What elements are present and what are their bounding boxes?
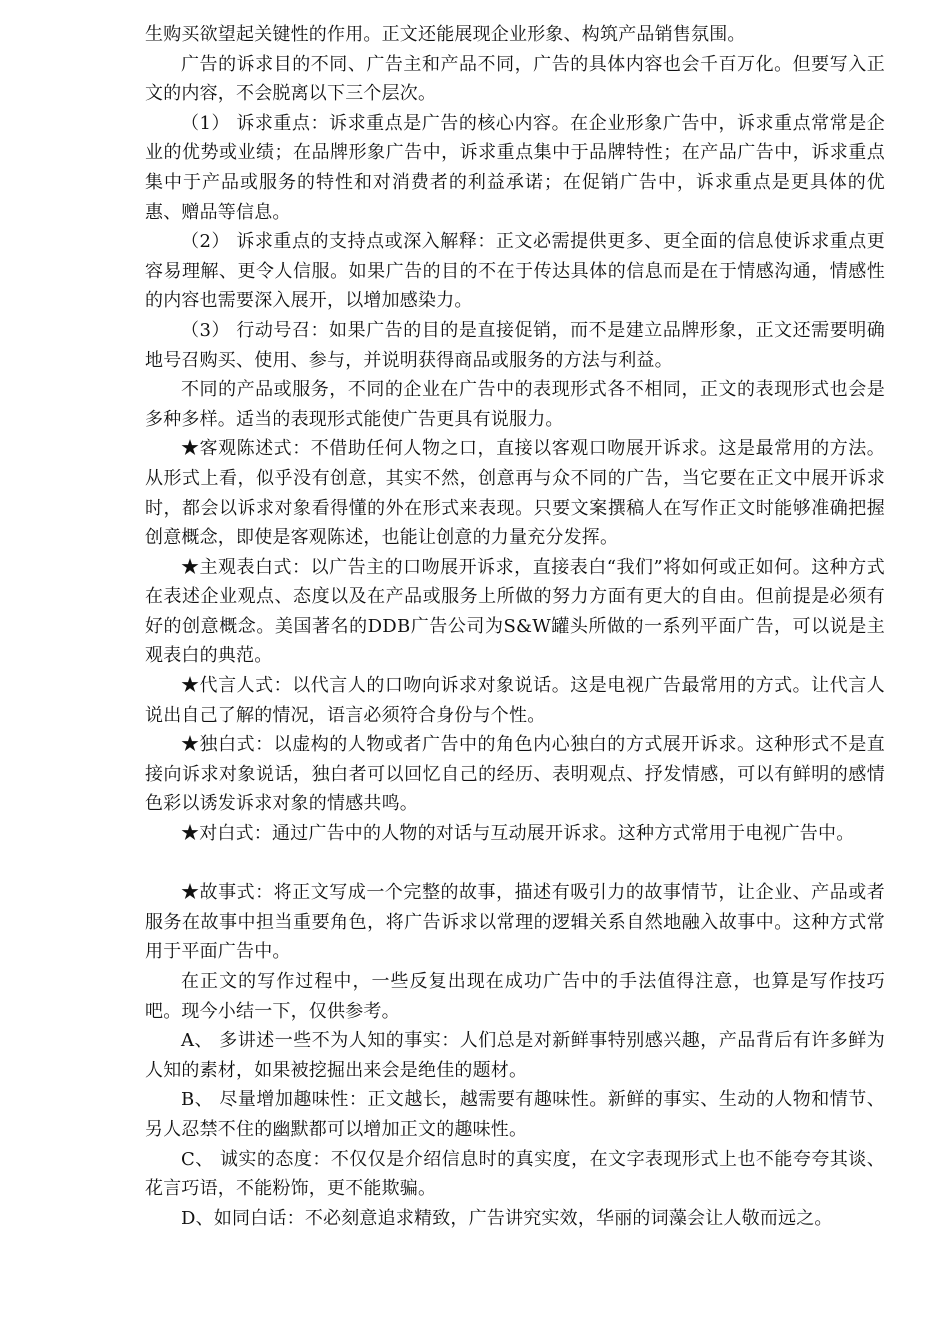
paragraph-level-2: （2） 诉求重点的支持点或深入解释：正文必需提供更多、更全面的信息使诉求重点更容易理解、更令人信服。如果广告的目的不在于传达具体的信息而是在于情感沟通，情感性的内容也需要深入展开，以增加感染力。 xyxy=(145,231,885,312)
paragraph-objective-statement: ★客观陈述式：不借助任何人物之口，直接以客观口吻展开诉求。这是最常用的方法。从形式上看，似乎没有创意，其实不然，创意再与众不同的广告，当它要在正文中展开诉求时，都会以诉求对象看得懂的外在形式来表现。只要文案撰稿人在写作正文时能够准确把握创意概念，即使是客观陈述，也能让创意的力量充分发挥。 xyxy=(145,438,885,549)
paragraph-technique-c: C、 诚实的态度：不仅仅是介绍信息时的真实度，在文字表现形式上也不能夸夸其谈、花言巧语，不能粉饰，更不能欺骗。 xyxy=(145,1148,885,1200)
paragraph-technique-b: B、 尽量增加趣味性：正文越长，越需要有趣味性。新鲜的事实、生动的人物和情节、另人忍禁不住的幽默都可以增加正文的趣味性。 xyxy=(145,1089,885,1140)
paragraph-spokesperson: ★代言人式：以代言人的口吻向诉求对象说话。这是电视广告最常用的方式。让代言人说出自己了解的情况，语言必须符合身份与个性。 xyxy=(145,675,885,726)
paragraph-technique-d: D、如同白话：不必刻意追求精致，广告讲究实效，华丽的词藻会让人敬而远之。 xyxy=(181,1207,833,1229)
blank-line xyxy=(145,849,885,879)
paragraph-forms-intro: 不同的产品或服务，不同的企业在广告中的表现形式各不相同，正文的表现形式也会是多种多样。适当的表现形式能使广告更具有说服力。 xyxy=(145,379,885,430)
paragraph-level-3: （3） 行动号召：如果广告的目的是直接促销，而不是建立品牌形象，正文还需要明确地号召购买、使用、参与，并说明获得商品或服务的方法与利益。 xyxy=(145,319,885,371)
paragraph-dialogue: ★对白式：通过广告中的人物的对话与互动展开诉求。这种方式常用于电视广告中。 xyxy=(181,823,855,845)
paragraph-subjective-statement: ★主观表白式：以广告主的口吻展开诉求，直接表白“我们”将如何或正如何。这种方式在表述企业观点、态度以及在产品或服务上所做的努力方面有更大的自由。但前提是必须有好的创意概念。美国著名的DDB广告公司为S&W罐头所做的一系列平面广告，可以说是主观表白的典范。 xyxy=(145,556,885,667)
paragraph-continuation: 生购买欲望起关键性的作用。正文还能展现企业形象、构筑产品销售氛围。 xyxy=(145,24,746,45)
paragraph-monologue: ★独白式：以虚构的人物或者广告中的角色内心独白的方式展开诉求。这种形式不是直接向诉求对象说话，独白者可以回忆自己的经历、表明观点、抒发情感，可以有鲜明的感情色彩以诱发诉求对象的情感共鸣。 xyxy=(145,734,885,815)
paragraph-technique-a: A、 多讲述一些不为人知的事实：人们总是对新鲜事特别感兴趣，产品背后有许多鲜为人知的素材，如果被挖掘出来会是绝佳的题材。 xyxy=(145,1030,885,1081)
document-page xyxy=(145,20,885,1233)
paragraph-level-1: （1） 诉求重点：诉求重点是广告的核心内容。在企业形象广告中，诉求重点常常是企业的优势或业绩；在品牌形象广告中，诉求重点集中于品牌特性；在产品广告中，诉求重点集中于产品或服务的特性和对消费者的利益承诺；在促销广告中，诉求重点是更具体的优惠、赠品等信息。 xyxy=(145,112,885,223)
paragraph-techniques-intro: 在正文的写作过程中，一些反复出现在成功广告中的手法值得注意，也算是写作技巧吧。现今小结一下，仅供参考。 xyxy=(145,971,885,1022)
paragraph-intro-levels: 广告的诉求目的不同、广告主和产品不同，广告的具体内容也会千百万化。但要写入正文的内容，不会脱离以下三个层次。 xyxy=(145,53,885,105)
paragraph-story: ★故事式：将正文写成一个完整的故事，描述有吸引力的故事情节，让企业、产品或者服务在故事中担当重要角色，将广告诉求以常理的逻辑关系自然地融入故事中。这种方式常用于平面广告中。 xyxy=(145,882,885,963)
